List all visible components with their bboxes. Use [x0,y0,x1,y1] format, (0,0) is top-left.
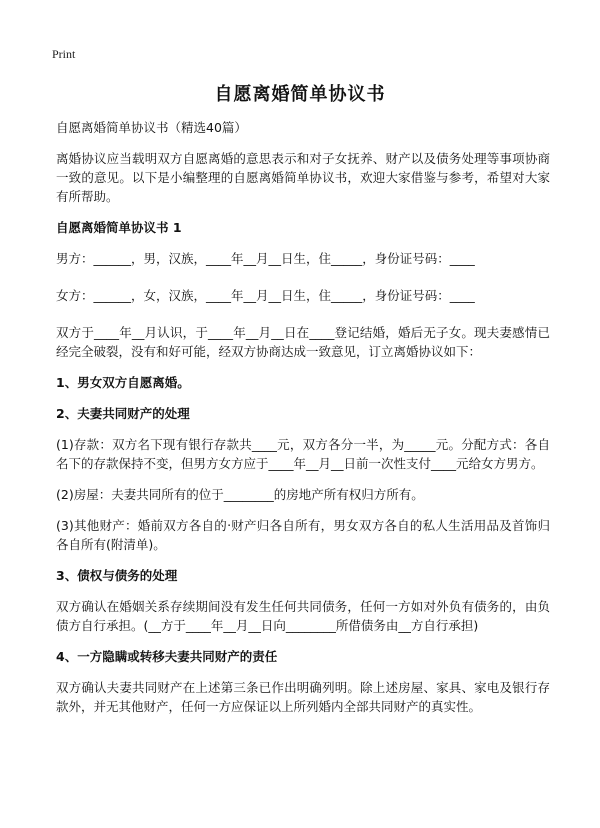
clause-4-heading: 4、一方隐瞒或转移夫妻共同财产的责任 [56,649,278,664]
clause-3-heading: 3、债权与债务的处理 [56,568,178,583]
document-body [56,118,550,728]
male-party-line: 男方：______，男，汉族，____年__月__日生，住_____，身份证号码：____ [56,251,475,266]
marriage-paragraph: 双方于____年__月认识，于____年__月__日在____登记结婚，婚后无子女。现夫妻感情已经完全破裂，没有和好可能，经双方协商达成一致意见，订立离婚协议如下： [56,325,550,359]
document-subtitle: 自愿离婚简单协议书（精选40篇） [56,120,247,135]
clause-2-heading: 2、夫妻共同财产的处理 [56,406,190,421]
document-title: 自愿离婚简单协议书 [214,84,386,105]
clause-2-item-3: (3)其他财产：婚前双方各自的‧财产归各自所有，男女双方各自的私人生活用品及首饰归各自所有(附清单)。 [56,518,550,552]
section-title: 自愿离婚简单协议书 1 [56,220,182,235]
print-link[interactable]: Print [52,47,76,61]
clause-3-text: 双方确认在婚姻关系存续期间没有发生任何共同债务，任何一方如对外负有债务的，由负债方自行承担。(__方于____年__月__日向________所借债务由__方自行承担) [56,599,550,633]
clause-4-text: 双方确认夫妻共同财产在上述第三条已作出明确列明。除上述房屋、家具、家电及银行存款外，并无其他财产，任何一方应保证以上所列婚内全部共同财产的真实性。 [56,680,550,714]
clause-1-heading: 1、男女双方自愿离婚。 [56,375,190,390]
intro-paragraph: 离婚协议应当载明双方自愿离婚的意思表示和对子女抚养、财产以及债务处理等事项协商一致的意见。以下是小编整理的自愿离婚简单协议书，欢迎大家借鉴与参考，希望对大家有所帮助。 [56,151,550,204]
clause-2-item-2: (2)房屋：夫妻共同所有的位于________的房地产所有权归方所有。 [56,487,424,502]
clause-2-item-1: (1)存款：双方名下现有银行存款共____元，双方各分一半，为_____元。分配方式：各自名下的存款保持不变，但男方女方应于____年__月__日前一次性支付____元给女方男方。 [56,437,550,471]
female-party-line: 女方：______，女，汉族，____年__月__日生，住_____，身份证号码：____ [56,288,475,303]
